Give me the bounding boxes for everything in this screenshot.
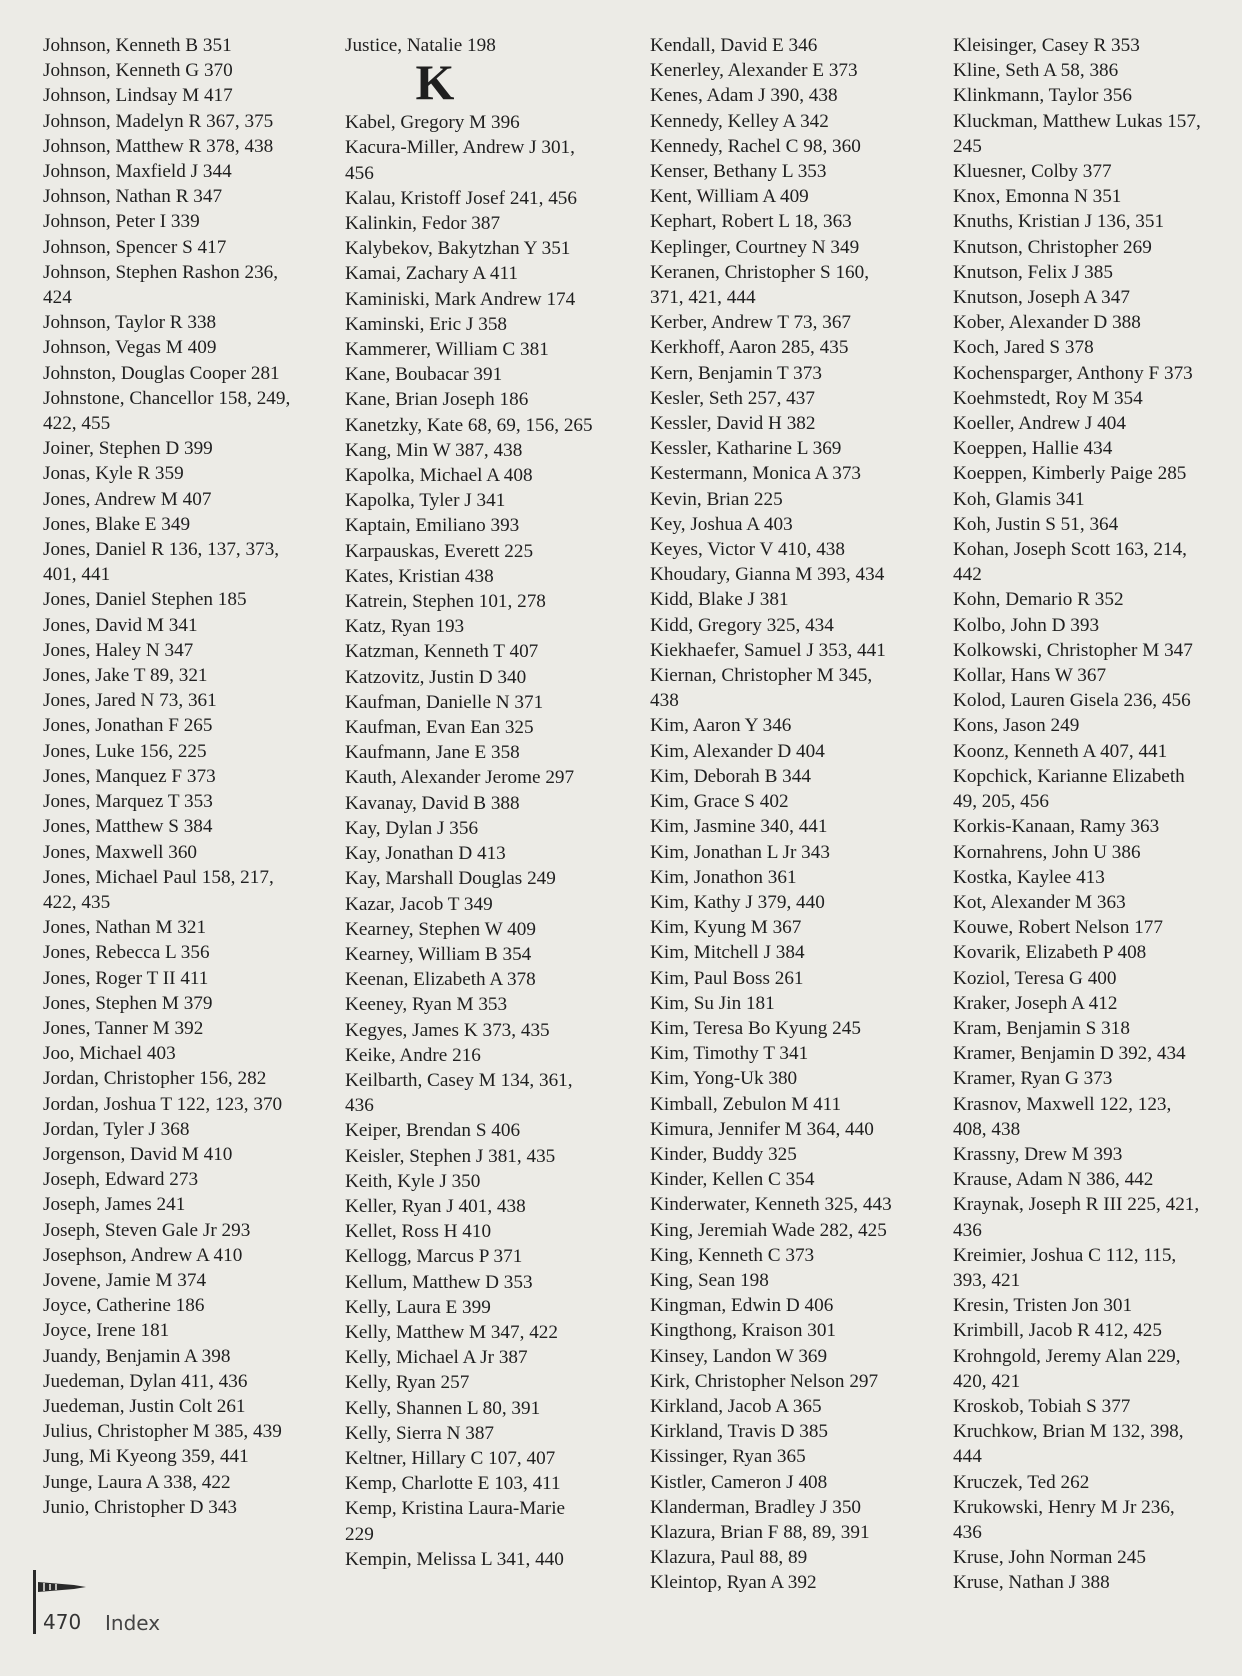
index-entry: Klanderman, Bradley J 350 (650, 1496, 862, 1518)
index-entry: 371, 421, 444 (650, 287, 756, 309)
index-entry: Johnson, Stephen Rashon 236, (43, 261, 279, 283)
index-entry: Keranen, Christopher S 160, (650, 261, 870, 283)
index-entry: 436 (953, 1521, 982, 1543)
page-footer (33, 1570, 233, 1638)
index-entry: Kang, Min W 387, 438 (345, 439, 523, 461)
index-entry: Kephart, Robert L 18, 363 (650, 211, 852, 233)
index-entry: Kavanay, David B 388 (345, 792, 520, 814)
index-entry: Joiner, Stephen D 399 (43, 438, 213, 460)
index-entry: Johnston, Douglas Cooper 281 (43, 362, 280, 384)
index-entry: Kauth, Alexander Jerome 297 (345, 767, 575, 789)
index-entry: Kerkhoff, Aaron 285, 435 (650, 337, 849, 359)
index-entry: Kelly, Matthew M 347, 422 (345, 1321, 558, 1343)
index-entry: Justice, Natalie 198 (345, 35, 496, 56)
index-entry: Junge, Laura A 338, 422 (43, 1471, 231, 1493)
index-column-4 (953, 33, 1238, 1596)
index-entry: Katz, Ryan 193 (345, 616, 465, 638)
index-entry: Knutson, Joseph A 347 (953, 287, 1130, 309)
index-entry: Joo, Michael 403 (43, 1043, 176, 1065)
index-entry: 401, 441 (43, 564, 111, 586)
index-entry: Kroskob, Tobiah S 377 (953, 1395, 1131, 1417)
index-entry: King, Kenneth C 373 (650, 1244, 815, 1266)
index-entry: 442 (953, 564, 982, 586)
index-entry: Kabel, Gregory M 396 (345, 112, 520, 134)
index-entry: Kellogg, Marcus P 371 (345, 1246, 523, 1268)
index-entry: Kleintop, Ryan A 392 (650, 1572, 817, 1594)
index-entry: Koeller, Andrew J 404 (953, 413, 1126, 435)
index-entry: Kim, Mitchell J 384 (650, 942, 805, 964)
index-entry: Kim, Timothy T 341 (650, 1043, 809, 1065)
index-entry: Jones, Andrew M 407 (43, 488, 212, 510)
index-column-2 (345, 33, 635, 1572)
index-entry: Korkis-Kanaan, Ramy 363 (953, 816, 1160, 838)
index-entry: Kidd, Gregory 325, 434 (650, 614, 834, 636)
index-entry: Kornahrens, John U 386 (953, 841, 1141, 863)
column-2-top-entry-container (345, 33, 635, 58)
index-entry: 245 (953, 135, 982, 157)
footer-rule (33, 1570, 36, 1634)
index-entry: Knuths, Kristian J 136, 351 (953, 211, 1165, 233)
index-entry: Johnson, Kenneth B 351 (43, 35, 232, 56)
index-entry: Kolod, Lauren Gisela 236, 456 (953, 690, 1191, 712)
index-entry: Karpauskas, Everett 225 (345, 540, 534, 562)
index-entry: Kim, Grace S 402 (650, 791, 789, 813)
index-entry: Krassny, Drew M 393 (953, 1143, 1123, 1165)
index-entry: Julius, Christopher M 385, 439 (43, 1421, 282, 1443)
index-entry: 456 (345, 162, 374, 184)
index-entry: Kevin, Brian 225 (650, 488, 783, 510)
index-entry: Juandy, Benjamin A 398 (43, 1345, 231, 1367)
index-entry: 438 (650, 690, 679, 712)
index-entry: 393, 421 (953, 1269, 1021, 1291)
index-entry: Johnson, Matthew R 378, 438 (43, 135, 274, 157)
index-entry: Kochensparger, Anthony F 373 (953, 362, 1193, 384)
index-entry: Krause, Adam N 386, 442 (953, 1169, 1154, 1191)
index-entry: Kirk, Christopher Nelson 297 (650, 1370, 879, 1392)
index-entry: Kaufman, Danielle N 371 (345, 691, 544, 713)
index-entry: Knox, Emonna N 351 (953, 186, 1122, 208)
index-entry: Kapolka, Tyler J 341 (345, 490, 506, 512)
index-entry: Kiernan, Christopher M 345, (650, 665, 873, 687)
index-entry: 229 (345, 1523, 374, 1545)
index-entry: Kopchick, Karianne Elizabeth (953, 765, 1185, 787)
index-entry: Koehmstedt, Roy M 354 (953, 387, 1143, 409)
index-entry: Jordan, Joshua T 122, 123, 370 (43, 1093, 283, 1115)
index-entry: Kruczek, Ted 262 (953, 1471, 1090, 1493)
index-entry: Keeney, Ryan M 353 (345, 994, 508, 1016)
index-entry: Johnson, Taylor R 338 (43, 312, 217, 334)
index-entry: Jones, Daniel R 136, 137, 373, (43, 539, 280, 561)
index-entry: Kacura-Miller, Andrew J 301, (345, 137, 575, 159)
index-entry: Kramer, Benjamin D 392, 434 (953, 1043, 1186, 1065)
index-entry: Joseph, James 241 (43, 1194, 186, 1216)
index-entry: Jones, Michael Paul 158, 217, (43, 866, 274, 888)
index-entry: Kirkland, Travis D 385 (650, 1421, 829, 1443)
index-entry: Kim, Aaron Y 346 (650, 715, 792, 737)
index-entry: Jung, Mi Kyeong 359, 441 (43, 1446, 249, 1468)
index-entry: Joseph, Steven Gale Jr 293 (43, 1219, 251, 1241)
index-entry: Kingman, Edwin D 406 (650, 1295, 834, 1317)
index-entry: Keike, Andre 216 (345, 1044, 481, 1066)
index-entry: Kestermann, Monica A 373 (650, 463, 862, 485)
index-entry: Key, Joshua A 403 (650, 513, 793, 535)
index-entry: Koh, Justin S 51, 364 (953, 513, 1119, 535)
index-entry: Keisler, Stephen J 381, 435 (345, 1145, 556, 1167)
index-entry: Keiper, Brendan S 406 (345, 1120, 521, 1142)
index-entry: Kraynak, Joseph R III 225, 421, (953, 1194, 1200, 1216)
page-label: Index (105, 1611, 161, 1635)
index-entry: Kane, Brian Joseph 186 (345, 389, 529, 411)
index-entry: Kline, Seth A 58, 386 (953, 60, 1119, 82)
index-entry: Krohngold, Jeremy Alan 229, (953, 1345, 1181, 1367)
index-entry: 49, 205, 456 (953, 791, 1049, 813)
index-entry: Kim, Su Jin 181 (650, 992, 775, 1014)
index-entry: Kearney, William B 354 (345, 943, 532, 965)
index-entry: Kresin, Tristen Jon 301 (953, 1295, 1133, 1317)
index-entry: Jones, Rebecca L 356 (43, 942, 210, 964)
index-entry: Jones, Jonathan F 265 (43, 715, 213, 737)
index-entry: Kendall, David E 346 (650, 35, 818, 56)
index-entry: Jones, Nathan M 321 (43, 917, 207, 939)
index-entry: Kempin, Melissa L 341, 440 (345, 1548, 564, 1570)
index-entry: Jones, Roger T II 411 (43, 967, 209, 989)
index-entry: 424 (43, 287, 72, 309)
index-entry: Kingthong, Kraison 301 (650, 1320, 837, 1342)
index-entry: Kleisinger, Casey R 353 (953, 35, 1140, 56)
index-entry: Kruchkow, Brian M 132, 398, (953, 1421, 1184, 1443)
index-entry: Junio, Christopher D 343 (43, 1496, 238, 1518)
index-entry: Kistler, Cameron J 408 (650, 1471, 828, 1493)
index-entry: Keilbarth, Casey M 134, 361, (345, 1069, 573, 1091)
index-entry: Kim, Alexander D 404 (650, 740, 825, 762)
index-entry: Kaptain, Emiliano 393 (345, 515, 520, 537)
index-entry: Kelly, Shannen L 80, 391 (345, 1397, 541, 1419)
index-entry: Joseph, Edward 273 (43, 1169, 199, 1191)
index-entry: Jones, Maxwell 360 (43, 841, 198, 863)
index-entry: 408, 438 (953, 1118, 1021, 1140)
index-entry: Jovene, Jamie M 374 (43, 1269, 207, 1291)
index-entry: Kim, Deborah B 344 (650, 765, 811, 787)
index-entry: Kessler, Katharine L 369 (650, 438, 842, 460)
index-entry: Kelly, Michael A Jr 387 (345, 1347, 528, 1369)
column-2-entries (345, 110, 635, 1572)
index-entry: Johnstone, Chancellor 158, 249, (43, 387, 291, 409)
index-entry: Kimball, Zebulon M 411 (650, 1093, 842, 1115)
index-entry: Johnson, Vegas M 409 (43, 337, 217, 359)
index-entry: Katzovitz, Justin D 340 (345, 666, 527, 688)
index-entry: 436 (345, 1095, 374, 1117)
index-entry: Koeppen, Hallie 434 (953, 438, 1113, 460)
index-entry: Johnson, Madelyn R 367, 375 (43, 110, 274, 132)
index-entry: Kons, Jason 249 (953, 715, 1080, 737)
index-entry: Keller, Ryan J 401, 438 (345, 1195, 526, 1217)
index-entry: Koziol, Teresa G 400 (953, 967, 1117, 989)
index-entry: Kates, Kristian 438 (345, 565, 494, 587)
index-entry: Jones, Jake T 89, 321 (43, 665, 208, 687)
index-entry: Jonas, Kyle R 359 (43, 463, 184, 485)
index-entry: Jones, Stephen M 379 (43, 992, 213, 1014)
index-entry: Kammerer, William C 381 (345, 339, 549, 361)
index-entry: Josephson, Andrew A 410 (43, 1244, 243, 1266)
index-entry: Kenser, Bethany L 353 (650, 161, 827, 183)
index-entry: Jones, Matthew S 384 (43, 816, 213, 838)
index-entry: Kamai, Zachary A 411 (345, 263, 518, 285)
index-entry: Kohn, Demario R 352 (953, 589, 1124, 611)
index-entry: Kenerley, Alexander E 373 (650, 60, 858, 82)
index-entry: Krasnov, Maxwell 122, 123, (953, 1093, 1172, 1115)
index-entry: Jones, Jared N 73, 361 (43, 690, 217, 712)
index-entry: Kinder, Buddy 325 (650, 1143, 797, 1165)
index-entry: Jones, Tanner M 392 (43, 1017, 204, 1039)
index-entry: Kellum, Matthew D 353 (345, 1271, 533, 1293)
index-entry: Kruse, John Norman 245 (953, 1547, 1146, 1569)
index-entry: Kouwe, Robert Nelson 177 (953, 917, 1163, 939)
index-entry: Krimbill, Jacob R 412, 425 (953, 1320, 1162, 1342)
index-entry: Kelly, Ryan 257 (345, 1372, 470, 1394)
index-entry: Jones, Luke 156, 225 (43, 740, 207, 762)
index-entry: Kelly, Sierra N 387 (345, 1422, 495, 1444)
index-entry: Kalinkin, Fedor 387 (345, 213, 501, 235)
index-entry: King, Sean 198 (650, 1269, 769, 1291)
index-entry: Joyce, Catherine 186 (43, 1295, 205, 1317)
index-entry: Kruse, Nathan J 388 (953, 1572, 1110, 1594)
index-entry: Kern, Benjamin T 373 (650, 362, 822, 384)
index-entry: Klazura, Paul 88, 89 (650, 1547, 808, 1569)
index-entry: Joyce, Irene 181 (43, 1320, 170, 1342)
index-entry: Kapolka, Michael A 408 (345, 465, 533, 487)
index-entry: Kemp, Kristina Laura-Marie (345, 1498, 566, 1520)
page-number: 470 (43, 1610, 82, 1634)
index-entry: Kay, Jonathan D 413 (345, 843, 506, 865)
index-entry: Kim, Jasmine 340, 441 (650, 816, 828, 838)
index-entry: Jones, Daniel Stephen 185 (43, 589, 247, 611)
index-entry: Kimura, Jennifer M 364, 440 (650, 1118, 874, 1140)
index-entry: Kim, Paul Boss 261 (650, 967, 804, 989)
index-entry: Kim, Jonathon 361 (650, 866, 797, 888)
index-entry: 420, 421 (953, 1370, 1021, 1392)
index-entry: Kram, Benjamin S 318 (953, 1017, 1130, 1039)
index-entry: Kim, Yong-Uk 380 (650, 1068, 798, 1090)
index-entry: Kostka, Kaylee 413 (953, 866, 1105, 888)
index-entry: Khoudary, Gianna M 393, 434 (650, 564, 885, 586)
index-entry: Kemp, Charlotte E 103, 411 (345, 1473, 561, 1495)
index-entry: Kiekhaefer, Samuel J 353, 441 (650, 639, 886, 661)
index-entry: Kennedy, Rachel C 98, 360 (650, 135, 861, 157)
index-entry: Jordan, Christopher 156, 282 (43, 1068, 267, 1090)
index-entry: Koeppen, Kimberly Paige 285 (953, 463, 1187, 485)
index-entry: Knutson, Felix J 385 (953, 261, 1113, 283)
index-entry: Kenes, Adam J 390, 438 (650, 85, 838, 107)
index-entry: Kim, Kyung M 367 (650, 917, 802, 939)
index-entry: Jones, Blake E 349 (43, 513, 191, 535)
index-entry: Kent, William A 409 (650, 186, 809, 208)
index-entry: Kalybekov, Bakytzhan Y 351 (345, 238, 571, 260)
index-entry: Kim, Jonathan L Jr 343 (650, 841, 830, 863)
index-entry: Kane, Boubacar 391 (345, 364, 503, 386)
index-entry: Kaminiski, Mark Andrew 174 (345, 288, 576, 310)
index-entry: Juedeman, Justin Colt 261 (43, 1395, 246, 1417)
index-entry: Klazura, Brian F 88, 89, 391 (650, 1521, 870, 1543)
index-entry: Johnson, Peter I 339 (43, 211, 200, 233)
index-entry: Kraker, Joseph A 412 (953, 992, 1118, 1014)
index-entry: Keith, Kyle J 350 (345, 1170, 481, 1192)
index-entry: Johnson, Lindsay M 417 (43, 85, 233, 107)
index-entry: Kolkowski, Christopher M 347 (953, 639, 1193, 661)
index-entry: Kramer, Ryan G 373 (953, 1068, 1113, 1090)
index-column-3 (650, 33, 940, 1596)
index-entry: Koonz, Kenneth A 407, 441 (953, 740, 1168, 762)
index-entry: Kot, Alexander M 363 (953, 891, 1126, 913)
index-entry: Kay, Dylan J 356 (345, 817, 479, 839)
index-entry: Jones, Marquez T 353 (43, 791, 213, 813)
index-entry: Kesler, Seth 257, 437 (650, 387, 815, 409)
index-entry: Kim, Kathy J 379, 440 (650, 891, 825, 913)
index-entry: Johnson, Maxfield J 344 (43, 161, 232, 183)
index-entry: Kim, Teresa Bo Kyung 245 (650, 1017, 861, 1039)
section-letter: K (415, 54, 455, 111)
index-entry: Keplinger, Courtney N 349 (650, 236, 860, 258)
index-entry: Katzman, Kenneth T 407 (345, 641, 539, 663)
index-entry: Krukowski, Henry M Jr 236, (953, 1496, 1175, 1518)
index-entry: Kluckman, Matthew Lukas 157, (953, 110, 1201, 132)
index-entry: Kohan, Joseph Scott 163, 214, (953, 539, 1187, 561)
index-entry: Keenan, Elizabeth A 378 (345, 969, 536, 991)
index-entry: Juedeman, Dylan 411, 436 (43, 1370, 248, 1392)
index-entry: Kinder, Kellen C 354 (650, 1169, 815, 1191)
index-entry: Kegyes, James K 373, 435 (345, 1019, 550, 1041)
index-entry: Kinsey, Landon W 369 (650, 1345, 828, 1367)
index-entry: 422, 435 (43, 891, 111, 913)
index-entry: Kalau, Kristoff Josef 241, 456 (345, 187, 577, 209)
index-entry: Klinkmann, Taylor 356 (953, 85, 1132, 107)
index-entry: Jones, Haley N 347 (43, 639, 194, 661)
index-entry: Kidd, Blake J 381 (650, 589, 789, 611)
index-entry: Kessler, David H 382 (650, 413, 816, 435)
index-entry: Kellet, Ross H 410 (345, 1221, 492, 1243)
index-entry: Johnson, Spencer S 417 (43, 236, 227, 258)
index-entry: King, Jeremiah Wade 282, 425 (650, 1219, 887, 1241)
index-entry: Kreimier, Joshua C 112, 115, (953, 1244, 1177, 1266)
index-entry: Kovarik, Elizabeth P 408 (953, 942, 1147, 964)
pennant-flag-icon (38, 1580, 86, 1594)
index-entry: 444 (953, 1446, 982, 1468)
index-entry: Jones, David M 341 (43, 614, 198, 636)
index-entry: Jordan, Tyler J 368 (43, 1118, 190, 1140)
index-entry: Kearney, Stephen W 409 (345, 918, 536, 940)
index-entry: Koh, Glamis 341 (953, 488, 1085, 510)
index-entry: Kennedy, Kelley A 342 (650, 110, 829, 132)
index-entry: Knutson, Christopher 269 (953, 236, 1152, 258)
index-entry: Kollar, Hans W 367 (953, 665, 1107, 687)
index-entry: Johnson, Kenneth G 370 (43, 60, 233, 82)
index-entry: Kaufman, Evan Ean 325 (345, 717, 534, 739)
index-entry: Kerber, Andrew T 73, 367 (650, 312, 852, 334)
index-entry: Kinderwater, Kenneth 325, 443 (650, 1194, 892, 1216)
index-entry: Kazar, Jacob T 349 (345, 893, 493, 915)
index-entry: Kolbo, John D 393 (953, 614, 1100, 636)
index-entry: Kirkland, Jacob A 365 (650, 1395, 822, 1417)
index-entry: Kissinger, Ryan 365 (650, 1446, 806, 1468)
index-entry: Kelly, Laura E 399 (345, 1296, 491, 1318)
index-entry: Kluesner, Colby 377 (953, 161, 1112, 183)
index-entry: Keltner, Hillary C 107, 407 (345, 1447, 556, 1469)
index-entry: Kay, Marshall Douglas 249 (345, 868, 556, 890)
index-entry: Jones, Manquez F 373 (43, 765, 216, 787)
index-entry: Kanetzky, Kate 68, 69, 156, 265 (345, 414, 593, 436)
index-entry: Jorgenson, David M 410 (43, 1143, 233, 1165)
index-entry: 436 (953, 1219, 982, 1241)
index-entry: Kober, Alexander D 388 (953, 312, 1141, 334)
index-entry: Keyes, Victor V 410, 438 (650, 539, 845, 561)
index-entry: Johnson, Nathan R 347 (43, 186, 223, 208)
index-entry: Kaminski, Eric J 358 (345, 313, 508, 335)
index-entry: Koch, Jared S 378 (953, 337, 1094, 359)
index-entry: Katrein, Stephen 101, 278 (345, 591, 546, 613)
index-entry: 422, 455 (43, 413, 111, 435)
index-entry: Kaufmann, Jane E 358 (345, 742, 520, 764)
index-column-1 (43, 33, 323, 1520)
